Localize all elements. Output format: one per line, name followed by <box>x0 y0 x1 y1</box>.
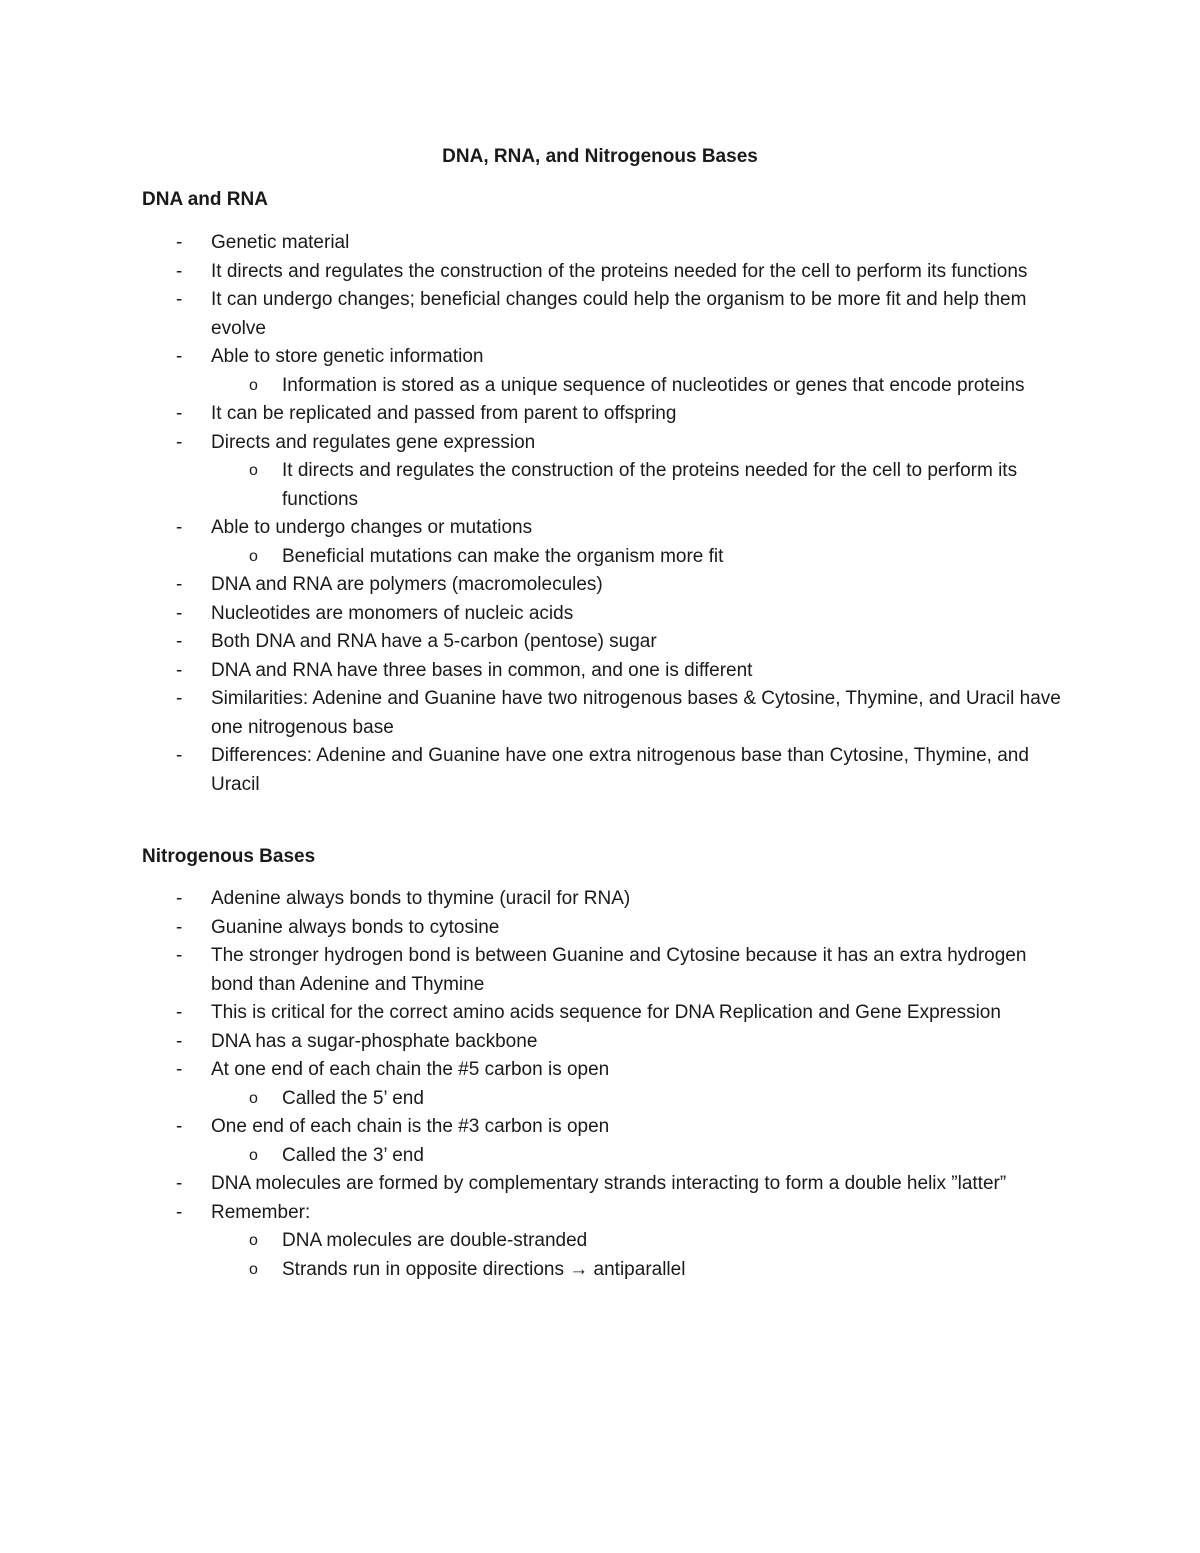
dash-bullet-marker: - <box>176 1201 183 1223</box>
dash-bullet-marker: - <box>176 688 183 709</box>
sub-list-item <box>0 457 1200 514</box>
sub-list-item <box>0 1142 1200 1171</box>
section-heading-nitrogenous-bases: Nitrogenous Bases <box>142 846 316 867</box>
list-item-text: It can undergo changes; beneficial changes could help the organism to be more fit and help them evolve <box>211 289 1027 339</box>
dash-bullet-marker: - <box>176 888 183 909</box>
dash-bullet-marker: - <box>176 517 183 538</box>
list-item-text: Beneficial mutations can make the organism more fit <box>282 545 724 567</box>
bullet-list-nitrogenous-bases <box>0 885 1200 1284</box>
list-item <box>0 999 1200 1028</box>
list-item <box>0 343 1200 372</box>
dash-bullet-marker: - <box>176 289 183 310</box>
list-item <box>0 571 1200 600</box>
list-item-text: The stronger hydrogen bond is between Guanine and Cytosine because it has an extra hydrogen bond than Adenine and Thymine <box>211 945 1027 995</box>
circle-bullet-marker: o <box>249 1089 258 1107</box>
list-item <box>0 1028 1200 1057</box>
dash-bullet-marker: - <box>176 659 183 681</box>
dash-bullet-marker: - <box>176 260 183 282</box>
list-item-text: Guanine always bonds to cytosine <box>211 916 500 938</box>
dash-bullet-marker: - <box>176 1116 183 1137</box>
list-item <box>0 742 1200 799</box>
list-item-text: DNA molecules are formed by complementary strands interacting to form a double helix ”latter” <box>211 1173 1007 1194</box>
list-item-text: Strands run in opposite directions → antiparallel <box>282 1258 686 1280</box>
list-item <box>0 429 1200 458</box>
list-item <box>0 1170 1200 1199</box>
section-heading-dna-rna: DNA and RNA <box>142 189 268 210</box>
list-item-text: Able to store genetic information <box>211 346 484 367</box>
document-title: DNA, RNA, and Nitrogenous Bases <box>442 146 758 167</box>
dash-bullet-marker: - <box>176 745 183 766</box>
circle-bullet-marker: o <box>249 462 258 479</box>
dash-bullet-marker: - <box>176 1173 183 1194</box>
list-item-text: Both DNA and RNA have a 5-carbon (pentose) sugar <box>211 631 657 652</box>
list-item-text: One end of each chain is the #3 carbon is open <box>211 1116 610 1137</box>
list-item-text: This is critical for the correct amino acids sequence for DNA Replication and Gene Expression <box>211 1002 1001 1023</box>
dash-bullet-marker: - <box>176 602 183 624</box>
list-item-text: Directs and regulates gene expression <box>211 431 536 453</box>
circle-bullet-marker: o <box>249 1260 258 1278</box>
sub-list-item <box>0 372 1200 401</box>
list-item-text: Nucleotides are monomers of nucleic acids <box>211 602 574 624</box>
dash-bullet-marker: - <box>176 1059 183 1080</box>
list-item <box>0 1199 1200 1228</box>
list-item <box>0 600 1200 629</box>
list-item <box>0 286 1200 343</box>
list-item-text: It directs and regulates the construction of the proteins needed for the cell to perform its functions <box>282 460 1018 510</box>
list-item <box>0 885 1200 914</box>
list-item-text: Information is stored as a unique sequence of nucleotides or genes that encode proteins <box>282 374 1025 396</box>
list-item-text: DNA and RNA are polymers (macromolecules) <box>211 574 603 595</box>
list-item <box>0 400 1200 429</box>
list-item <box>0 1113 1200 1142</box>
dash-bullet-marker: - <box>176 1030 183 1052</box>
dash-bullet-marker: - <box>176 574 183 595</box>
list-item-text: Called the 5’ end <box>282 1087 424 1109</box>
list-item-text: DNA molecules are double-stranded <box>282 1230 588 1251</box>
circle-bullet-marker: o <box>249 376 258 394</box>
dash-bullet-marker: - <box>176 431 183 453</box>
list-item-text: Genetic material <box>211 232 350 253</box>
list-item-text: DNA and RNA have three bases in common, and one is different <box>211 659 753 681</box>
list-item-text: It can be replicated and passed from parent to offspring <box>211 403 677 424</box>
list-item <box>0 685 1200 742</box>
circle-bullet-marker: o <box>249 1232 258 1249</box>
list-item <box>0 942 1200 999</box>
circle-bullet-marker: o <box>249 1146 258 1164</box>
list-item <box>0 657 1200 686</box>
dash-bullet-marker: - <box>176 403 183 424</box>
list-item <box>0 1056 1200 1085</box>
list-item <box>0 914 1200 943</box>
circle-bullet-marker: o <box>249 547 258 565</box>
list-item-text: Remember: <box>211 1201 311 1223</box>
list-item-text: Called the 3’ end <box>282 1144 424 1166</box>
dash-bullet-marker: - <box>176 631 183 652</box>
list-item-text: DNA has a sugar-phosphate backbone <box>211 1030 538 1052</box>
dash-bullet-marker: - <box>176 945 183 966</box>
list-item-text: Adenine always bonds to thymine (uracil for RNA) <box>211 888 631 909</box>
sub-list-item <box>0 1227 1200 1256</box>
dash-bullet-marker: - <box>176 916 183 938</box>
list-item-text: At one end of each chain the #5 carbon is open <box>211 1059 610 1080</box>
bullet-list-dna-rna <box>0 229 1200 799</box>
list-item-text: It directs and regulates the construction of the proteins needed for the cell to perform its functions <box>211 260 1028 282</box>
sub-list-item <box>0 543 1200 572</box>
list-item-text: Able to undergo changes or mutations <box>211 517 533 538</box>
dash-bullet-marker: - <box>176 232 183 253</box>
list-item <box>0 229 1200 258</box>
list-item <box>0 258 1200 287</box>
list-item <box>0 628 1200 657</box>
sub-list-item <box>0 1256 1200 1285</box>
dash-bullet-marker: - <box>176 1002 183 1023</box>
list-item <box>0 514 1200 543</box>
list-item-text: Differences: Adenine and Guanine have one extra nitrogenous base than Cytosine, Thymine, and Uracil <box>211 745 1029 795</box>
dash-bullet-marker: - <box>176 346 183 367</box>
list-item-text: Similarities: Adenine and Guanine have two nitrogenous bases & Cytosine, Thymine, and Uracil have one nitrogenous base <box>211 688 1061 738</box>
sub-list-item <box>0 1085 1200 1114</box>
